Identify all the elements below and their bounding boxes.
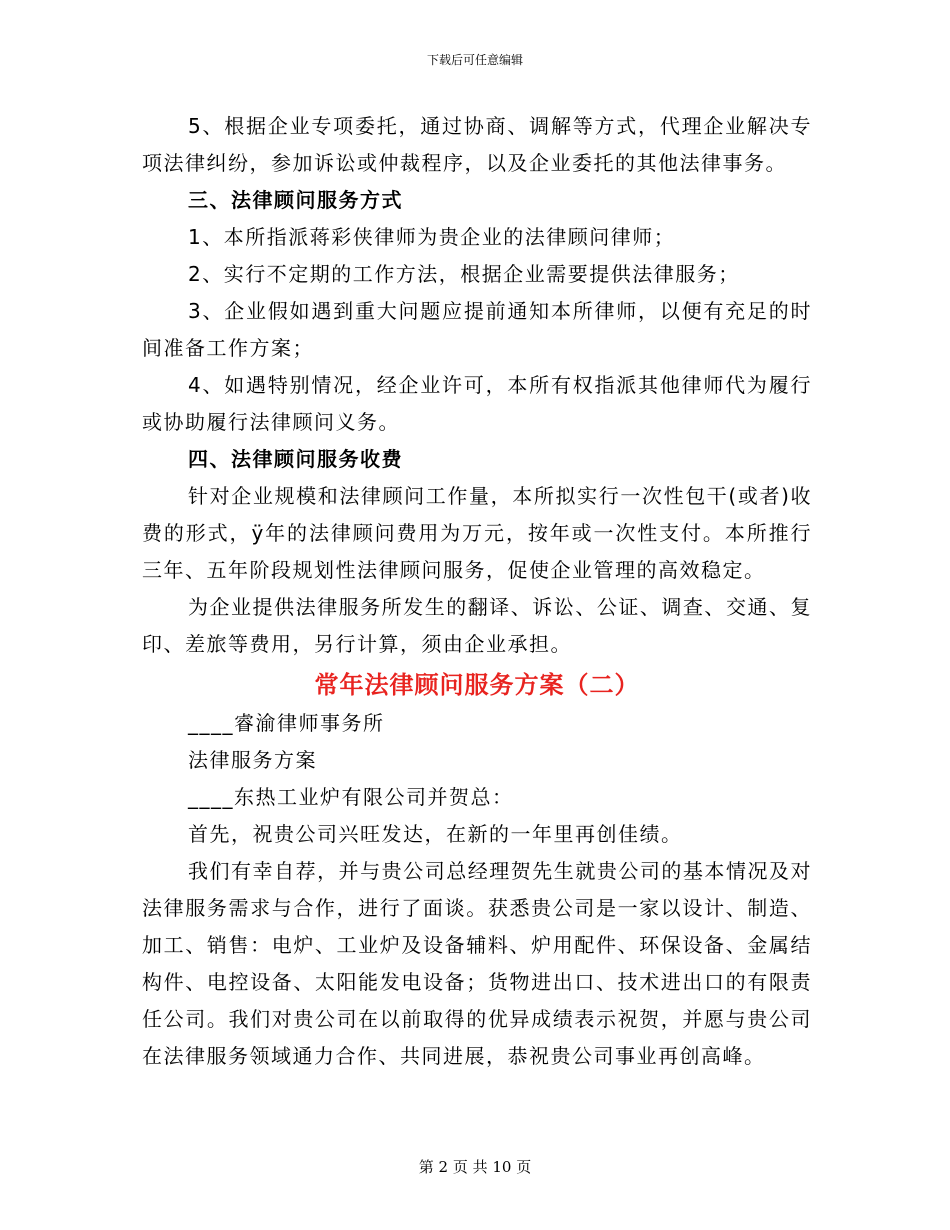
paragraph-method-4: 4、如遇特别情况，经企业许可，本所有权指派其他律师代为履行或协助履行法律顾问义务。	[142, 373, 812, 434]
paragraph-plan-label: 法律服务方案	[188, 748, 317, 772]
section-heading-4: 四、法律顾问服务收费	[188, 447, 403, 471]
paragraph-method-2: 2、实行不定期的工作方法，根据企业需要提供法律服务；	[188, 262, 740, 286]
paragraph-salutation: ____东热工业炉有限公司并贺总：	[188, 785, 514, 809]
header-note: 下载后可任意编辑	[426, 53, 523, 67]
paragraph-law-firm: ____睿渝律师事务所	[188, 711, 385, 735]
paragraph-greeting: 首先，祝贵公司兴旺发达，在新的一年里再创佳绩。	[188, 822, 683, 846]
page-number: 第 2 页 共 10 页	[418, 1158, 532, 1176]
paragraph-fee: 针对企业规模和法律顾问工作量，本所拟实行一次性包干(或者)收费的形式，ÿ年的法律顾问费用为万元，按年或一次性支付。本所推行三年、五年阶段规划性法律顾问服务，促使企业管理的高效稳定。	[142, 484, 812, 582]
document-body	[142, 108, 812, 1075]
paragraph-introduction: 我们有幸自荐，并与贵公司总经理贺先生就贵公司的基本情况及对法律服务需求与合作，进行了面谈。获悉贵公司是一家以设计、制造、加工、销售：电炉、工业炉及设备辅料、炉用配件、环保设备、金属结构件、电控设备、太阳能发电设备；货物进出口、技术进出口的有限责任公司。我们对贵公司在以前取得的优异成绩表示祝贺，并愿与贵公司在法律服务领域通力合作、共同进展，恭祝贵公司事业再创高峰。	[142, 859, 812, 1068]
paragraph-item-5: 5、根据企业专项委托，通过协商、调解等方式，代理企业解决专项法律纠纷，参加诉讼或仲裁程序，以及企业委托的其他法律事务。	[142, 114, 812, 175]
section-heading-3: 三、法律顾问服务方式	[188, 188, 403, 212]
paragraph-method-3: 3、企业假如遇到重大问题应提前通知本所律师，以便有充足的时间准备工作方案；	[142, 299, 812, 360]
paragraph-method-1: 1、本所指派蒋彩侠律师为贵企业的法律顾问律师；	[188, 225, 676, 249]
document-title: 常年法律顾问服务方案（二）	[314, 671, 640, 699]
paragraph-extra-costs: 为企业提供法律服务所发生的翻译、诉讼、公证、调查、交通、复印、差旅等费用，另行计算，须由企业承担。	[142, 595, 812, 656]
